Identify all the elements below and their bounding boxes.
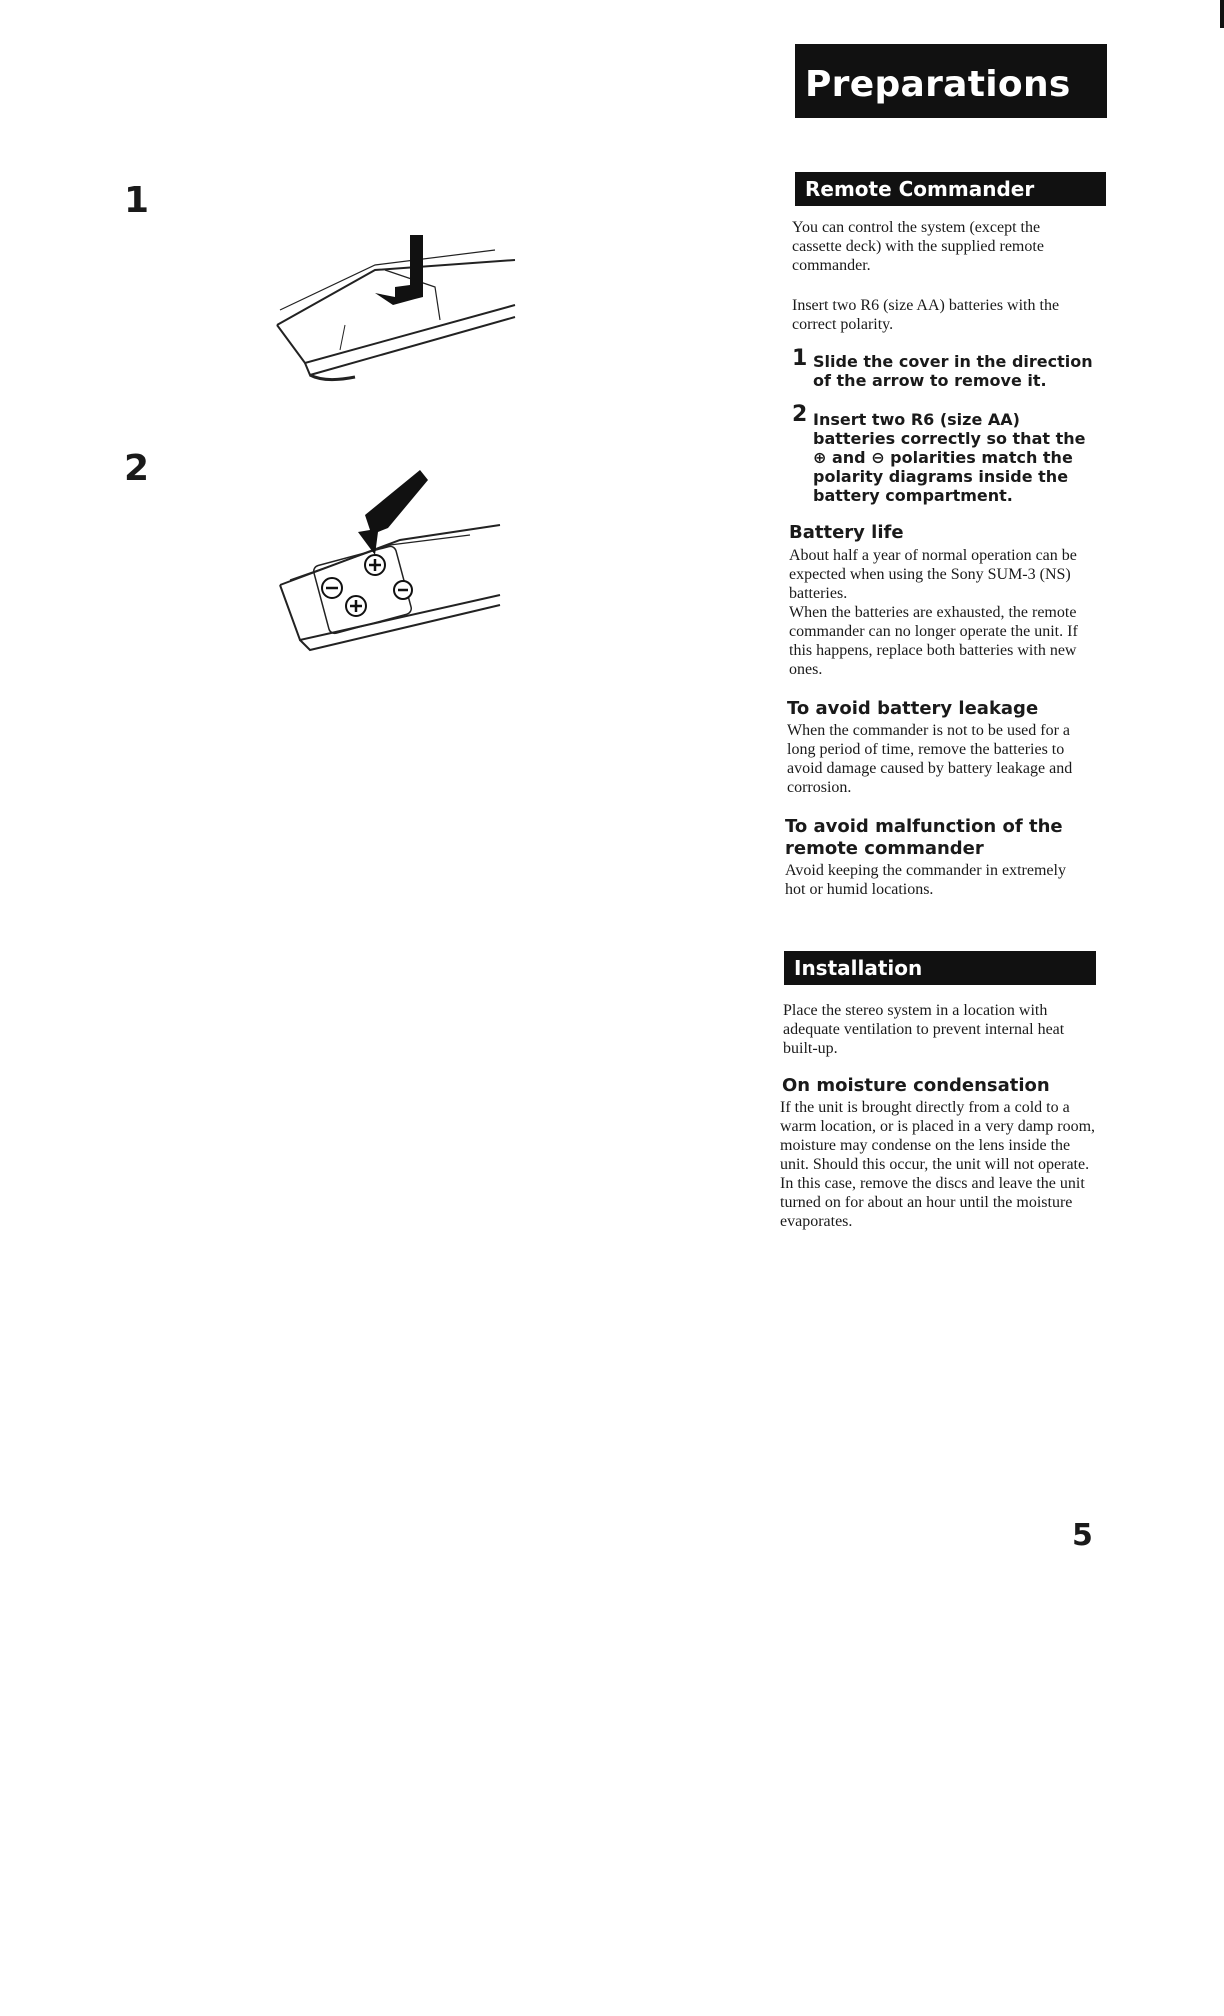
instruction-text-1: Slide the cover in the direction of the arrow to remove it. (813, 352, 1093, 390)
installation-heading: Installation (784, 951, 1096, 985)
battery-life-text-2: When the batteries are exhausted, the remote commander can no longer operate the unit. If this happens, replace both batteries with new ones. (789, 604, 1078, 678)
battery-life-heading: Battery life (789, 522, 904, 543)
remote-intro: You can control the system (except the cassette deck) with the supplied remote commander. (792, 219, 1044, 274)
page-number: 5 (1072, 1518, 1093, 1553)
moisture-heading: On moisture condensation (782, 1075, 1050, 1096)
remote-cover-illustration (265, 225, 525, 385)
page-edge-mark (1220, 0, 1224, 28)
remote-commander-heading: Remote Commander (795, 172, 1106, 206)
battery-life-text: About half a year of normal operation can be expected when using the Sony SUM-3 (NS) batteries. (789, 547, 1077, 602)
battery-insert-illustration (270, 470, 515, 655)
page-title: Preparations (795, 44, 1107, 118)
battery-leakage-text: When the commander is not to be used for a long period of time, remove the batteries to avoid damage caused by battery leakage and corrosion. (787, 722, 1073, 796)
battery-leakage-heading: To avoid battery leakage (787, 698, 1039, 719)
malfunction-text: Avoid keeping the commander in extremely hot or humid locations. (785, 862, 1066, 898)
installation-text: Place the stereo system in a location with adequate ventilation to prevent internal heat built-up. (783, 1002, 1065, 1057)
instruction-text-2: Insert two R6 (size AA) batteries correctly so that the ⊕ and ⊖ polarities match the polarity diagrams inside the battery compartment. (813, 410, 1086, 505)
malfunction-heading: To avoid malfunction of the remote commander (785, 816, 1063, 859)
instruction-number-2: 2 (792, 402, 808, 427)
step-number-2: 2 (124, 448, 150, 489)
remote-insert-text: Insert two R6 (size AA) batteries with the correct polarity. (792, 297, 1060, 333)
step-number-1: 1 (124, 180, 150, 221)
moisture-text: If the unit is brought directly from a cold to a warm location, or is placed in a very damp room, moisture may condense on the lens inside the unit. Should this occur, the unit will not operate. In this case, remove the discs and leave the unit turned on for about an hour until the moisture evaporates. (780, 1099, 1096, 1230)
instruction-number-1: 1 (792, 346, 808, 371)
